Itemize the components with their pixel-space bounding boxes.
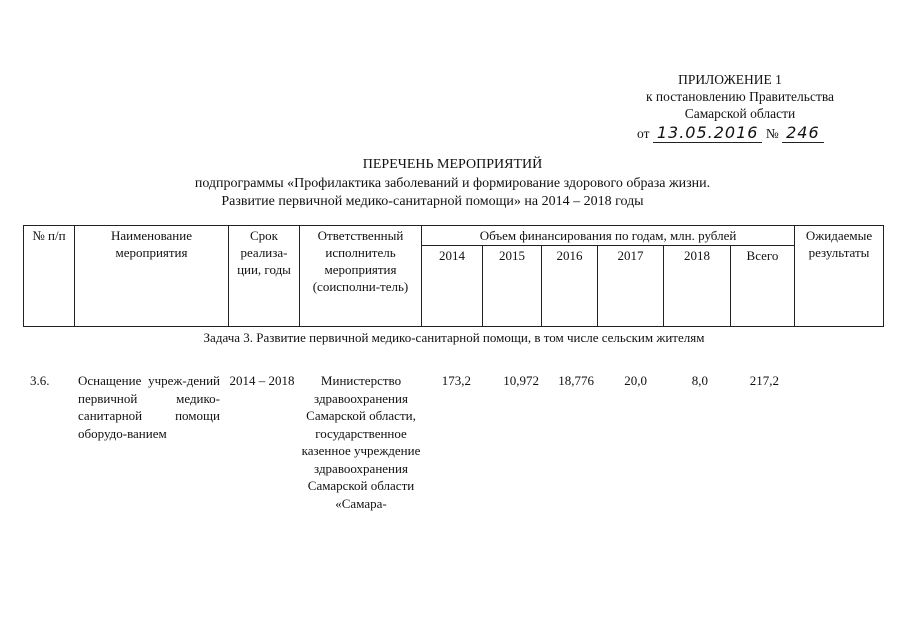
row-name: Оснащение учреж-дений первичной медико-санитарной помощи оборудо-ванием	[78, 373, 220, 441]
document-subtitle-line2: Развитие первичной медико-санитарной помощи» на 2014 – 2018 годы	[221, 194, 644, 209]
value-2016: 18,776	[558, 373, 594, 388]
header-year-2014: 2014	[422, 246, 483, 327]
date-prefix: от	[637, 126, 650, 141]
header-table	[23, 225, 884, 327]
task-heading: Задача 3. Развитие первичной медико-санитарной помощи, в том числе сельским жителям	[203, 330, 705, 345]
value-2014: 173,2	[441, 373, 471, 388]
row-term: 2014 – 2018	[229, 373, 295, 388]
row-number: 3.6.	[30, 373, 50, 388]
header-financing: Объем финансирования по годам, млн. рублей	[422, 226, 795, 246]
value-total: 217,2	[749, 373, 779, 388]
header-year-2016: 2016	[542, 246, 598, 327]
header-num: № п/п	[24, 226, 75, 327]
header-executor: Ответственный исполнитель мероприятия (соисполни-тель)	[300, 226, 422, 327]
handwritten-date: 13.05.2016	[653, 123, 763, 143]
document-subtitle-line1: подпрограммы «Профилактика заболеваний и формирование здорового образа жизни.	[194, 176, 711, 191]
header-year-2015: 2015	[483, 246, 542, 327]
appendix-line3: Самарской области	[684, 106, 796, 121]
value-2015: 10,972	[503, 373, 539, 388]
appendix-title: ПРИЛОЖЕНИЕ 1	[678, 72, 782, 87]
header-results: Ожидаемые результаты	[795, 226, 884, 327]
header-name: Наименование мероприятия	[75, 226, 229, 327]
value-2018: 8,0	[691, 373, 708, 388]
value-2017: 20,0	[624, 373, 647, 388]
appendix-line2: к постановлению Правительства	[645, 89, 835, 104]
row-executor: Министерство здравоохранения Самарской области, государственное казенное учреждение здравоохранения Самарской области «Самара-	[301, 373, 421, 511]
appendix-date-line	[637, 123, 824, 142]
header-year-2018: 2018	[664, 246, 731, 327]
header-term: Срок реализа-ции, годы	[229, 226, 300, 327]
number-prefix: №	[765, 126, 779, 141]
header-year-2017: 2017	[598, 246, 664, 327]
header-total: Всего	[731, 246, 795, 327]
document-title: ПЕРЕЧЕНЬ МЕРОПРИЯТИЙ	[362, 157, 543, 172]
handwritten-number: 246	[782, 123, 824, 143]
